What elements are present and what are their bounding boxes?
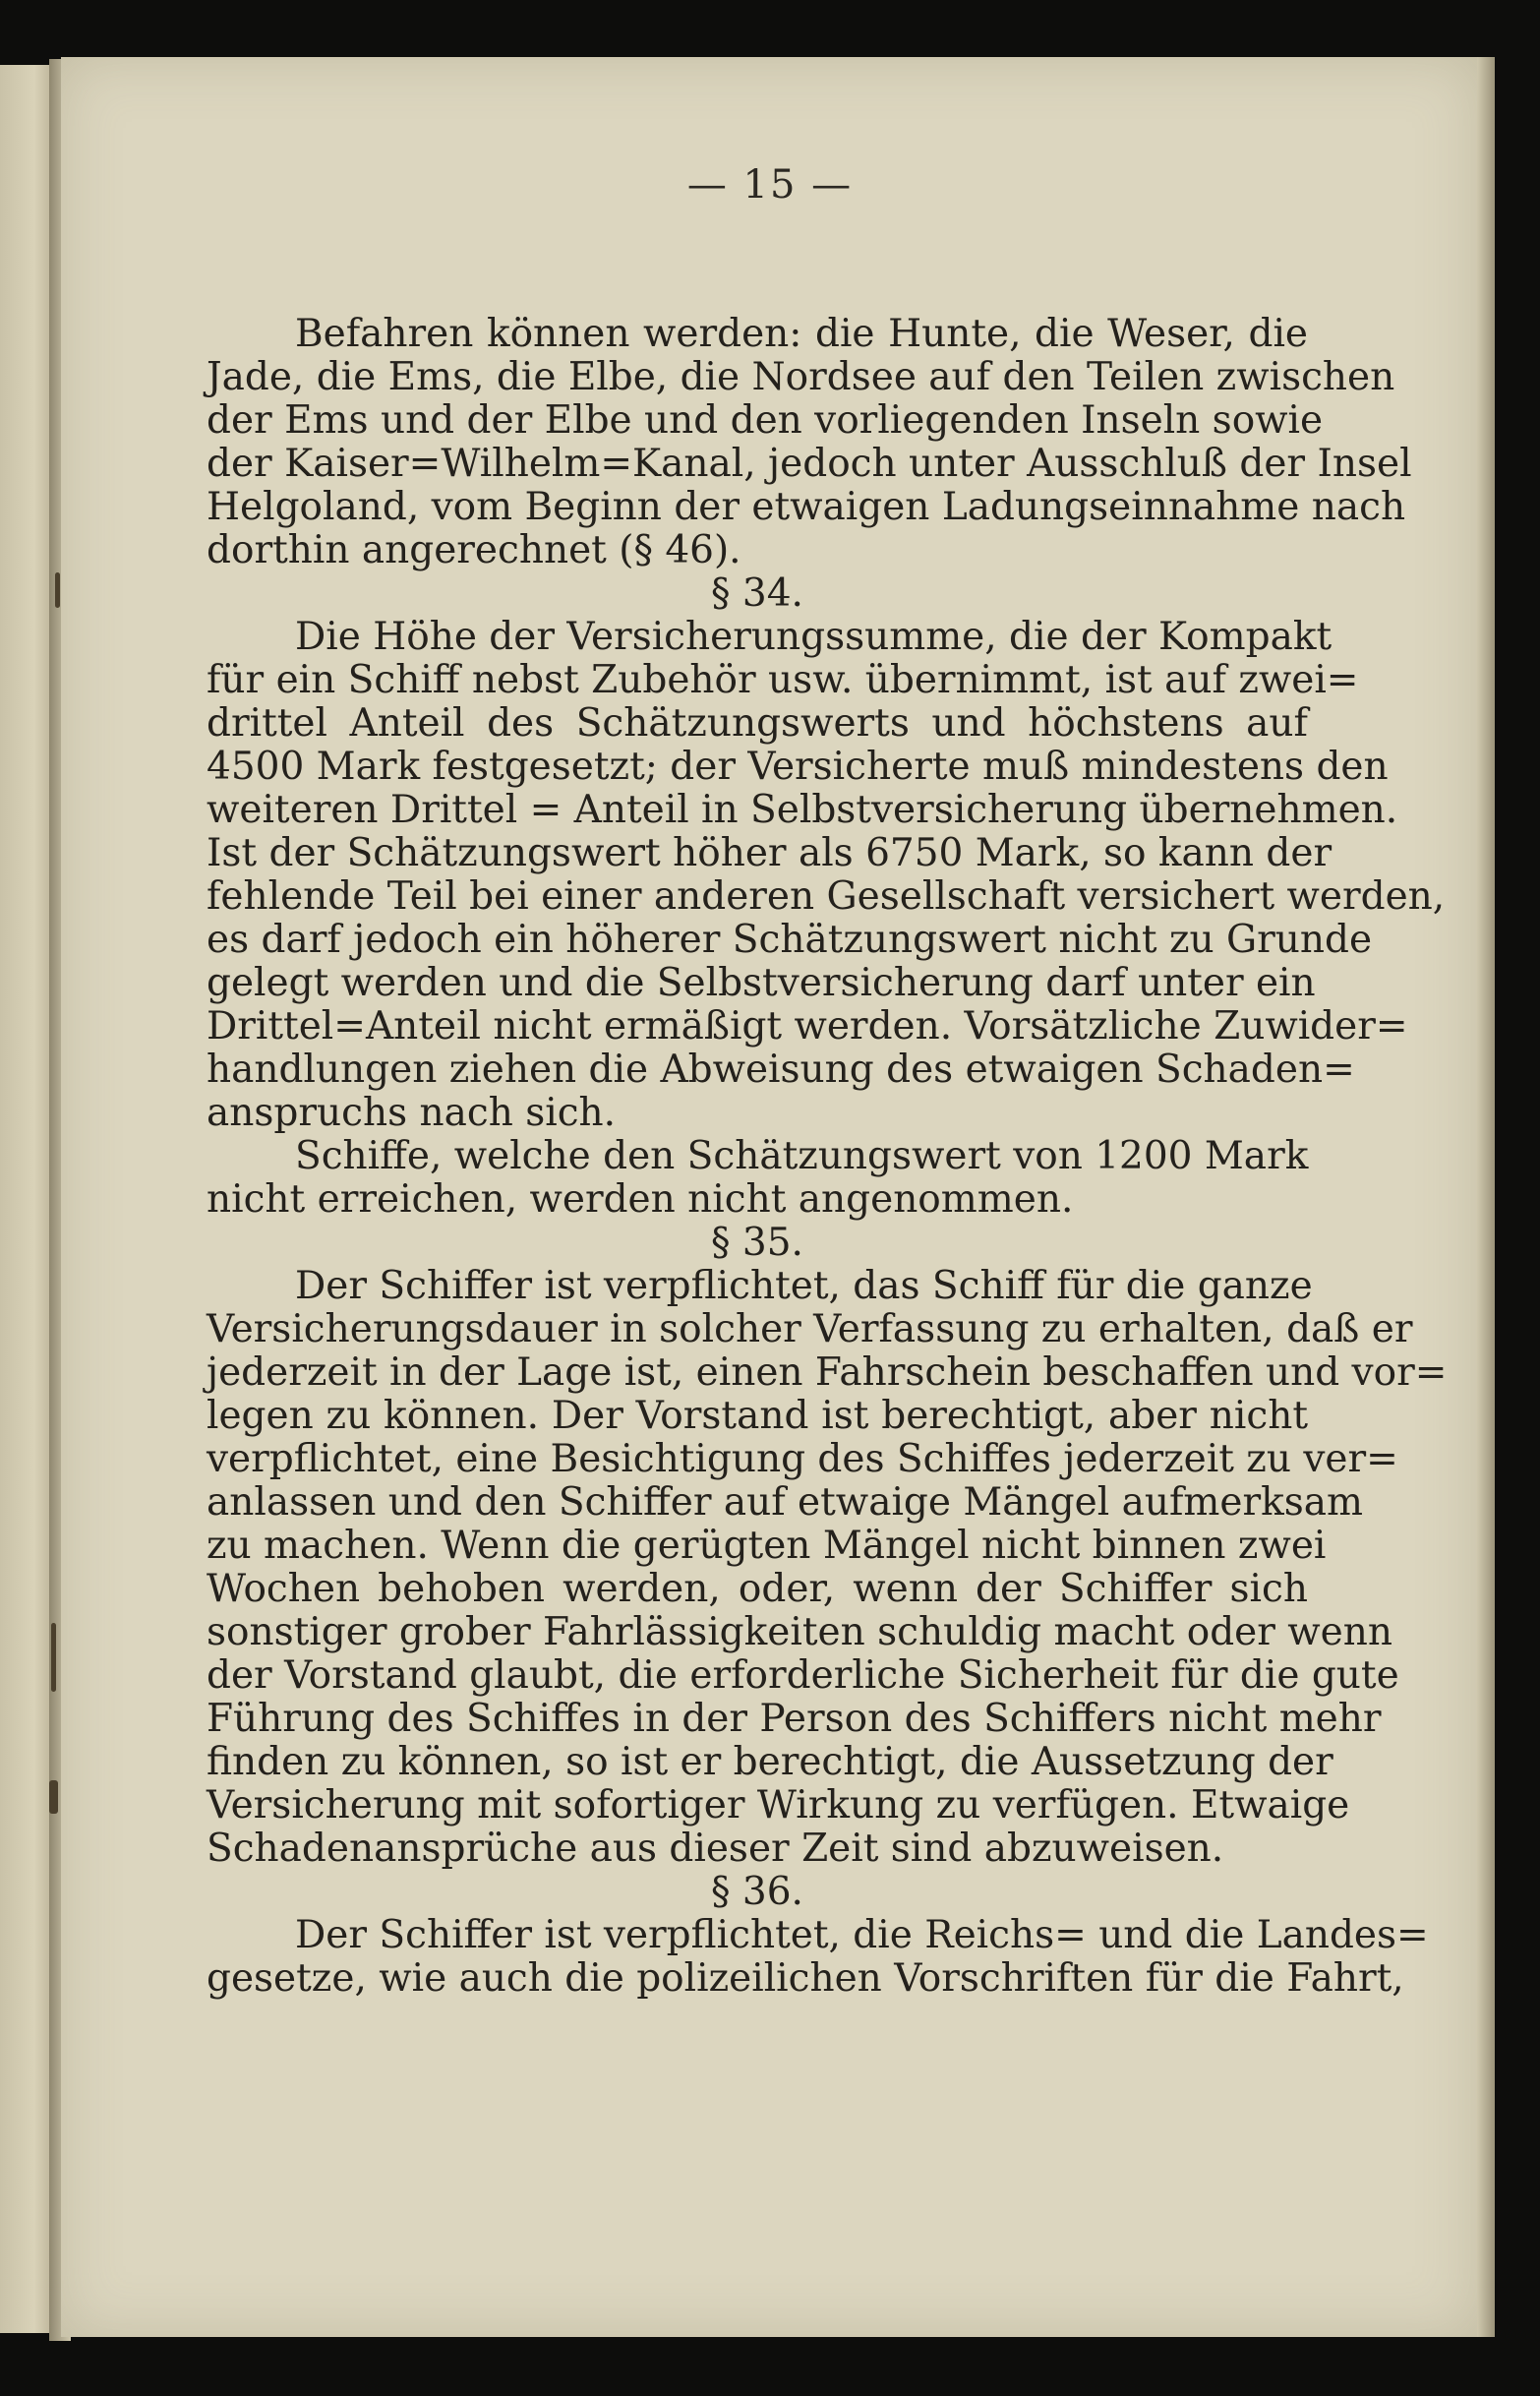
text-line: nicht erreichen, werden nicht angenommen.: [207, 1177, 1074, 1222]
text-line: drittel Anteil des Schätzungswerts und höchstens auf: [207, 701, 1308, 746]
page-number: — 15 —: [686, 162, 854, 208]
text-line: gelegt werden und die Selbstversicherung darf unter ein: [207, 961, 1316, 1005]
section-heading: § 36.: [711, 1870, 803, 1914]
text-line: fehlende Teil bei einer anderen Gesellschaft versichert werden,: [207, 874, 1446, 919]
text-line: anlassen und den Schiffer auf etwaige Mängel aufmerksam: [207, 1480, 1363, 1525]
text-line: Versicherung mit sofortiger Wirkung zu verfügen. Etwaige: [207, 1783, 1350, 1827]
text-line: 4500 Mark festgesetzt; der Versicherte muß mindestens den: [207, 745, 1389, 789]
body-text: [207, 312, 1448, 2001]
text-line: anspruchs nach sich.: [207, 1091, 617, 1135]
section-heading: § 35.: [711, 1221, 803, 1265]
text-line: für ein Schiff nebst Zubehör usw. übernimmt, ist auf zwei=: [207, 658, 1359, 702]
text-line: Führung des Schiffes in der Person des Schiffers nicht mehr: [207, 1697, 1382, 1741]
text-line: Jade, die Ems, die Elbe, die Nordsee auf den Teilen zwischen: [207, 355, 1395, 399]
text-line: verpflichtet, eine Besichtigung des Schiffes jederzeit zu ver=: [207, 1437, 1398, 1481]
text-line: Drittel=Anteil nicht ermäßigt werden. Vorsätzliche Zuwider=: [207, 1004, 1408, 1048]
section-heading: § 34.: [711, 571, 803, 616]
text-line: Schiffe, welche den Schätzungswert von 1200 Mark: [295, 1134, 1309, 1178]
text-line: Der Schiffer ist verpflichtet, die Reichs= und die Landes=: [295, 1913, 1429, 1957]
text-line: weiteren Drittel = Anteil in Selbstversicherung übernehmen.: [207, 788, 1398, 832]
text-line: jederzeit in der Lage ist, einen Fahrschein beschaffen und vor=: [207, 1350, 1448, 1395]
text-line: Die Höhe der Versicherungssumme, die der Kompakt: [295, 615, 1333, 659]
text-line: der Ems und der Elbe und den vorliegenden Inseln sowie: [207, 398, 1324, 443]
text-line: sonstiger grober Fahrlässigkeiten schuldig macht oder wenn: [207, 1610, 1392, 1654]
text-line: gesetze, wie auch die polizeilichen Vorschriften für die Fahrt,: [207, 1956, 1404, 2001]
page-edge-shadow: [1477, 57, 1495, 2337]
text-line: es darf jedoch ein höherer Schätzungswert nicht zu Grunde: [207, 918, 1373, 962]
text-line: Helgoland, vom Beginn der etwaigen Ladungseinnahme nach: [207, 485, 1406, 529]
text-line: legen zu können. Der Vorstand ist berechtigt, aber nicht: [207, 1394, 1308, 1438]
text-line: der Vorstand glaubt, die erforderliche Sicherheit für die gute: [207, 1653, 1399, 1698]
text-line: Versicherungsdauer in solcher Verfassung zu erhalten, daß er: [207, 1307, 1413, 1351]
margin-mark: [51, 1623, 56, 1692]
margin-mark: [49, 1780, 58, 1814]
text-line: finden zu können, so ist er berechtigt, die Aussetzung der: [207, 1740, 1333, 1784]
text-line: handlungen ziehen die Abweisung des etwaigen Schaden=: [207, 1048, 1355, 1092]
text-line: Wochen behoben werden, oder, wenn der Schiffer sich: [207, 1567, 1308, 1611]
text-line: zu machen. Wenn die gerügten Mängel nicht binnen zwei: [207, 1524, 1327, 1568]
margin-mark: [55, 572, 60, 608]
text-line: Der Schiffer ist verpflichtet, das Schiff für die ganze: [295, 1264, 1313, 1308]
text-line: Ist der Schätzungswert höher als 6750 Mark, so kann der: [207, 831, 1333, 875]
text-line: dorthin angerechnet (§ 46).: [207, 528, 741, 572]
text-line: Schadenansprüche aus dieser Zeit sind abzuweisen.: [207, 1827, 1224, 1871]
text-line: Befahren können werden: die Hunte, die Weser, die: [295, 312, 1308, 356]
text-line: der Kaiser=Wilhelm=Kanal, jedoch unter Ausschluß der Insel: [207, 442, 1412, 486]
